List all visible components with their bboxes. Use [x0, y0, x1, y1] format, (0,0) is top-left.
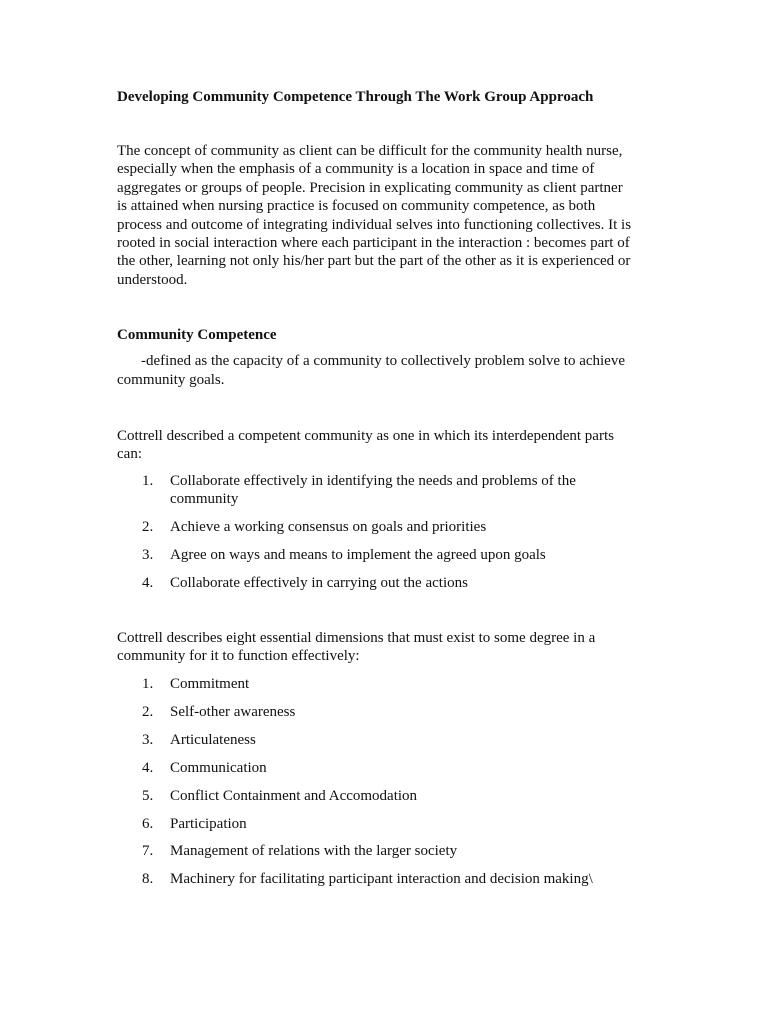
list-item-text — [170, 815, 677, 833]
list-item — [117, 703, 677, 721]
list-item-number: 2. — [142, 519, 154, 536]
paragraph-line: can: — [117, 446, 142, 463]
competent-community-list — [117, 472, 677, 592]
list-item-number: 4. — [142, 759, 154, 776]
intro-line: aggregates or groups of people. Precision in explicating community as client partner — [117, 179, 623, 196]
list-item-line: Agree on ways and means to implement the agreed upon goals — [170, 546, 546, 563]
list-item-text — [170, 759, 677, 777]
intro-line: especially when the emphasis of a community is a location in space and time of — [117, 161, 595, 178]
list-item-number: 3. — [142, 546, 154, 563]
list-item-line: Management of relations with the larger society — [170, 843, 458, 860]
paragraph-line: community for it to function effectively: — [117, 648, 360, 665]
intro-paragraph — [117, 142, 657, 289]
list-item-line: Participation — [170, 815, 247, 832]
intro-line: understood. — [117, 271, 188, 288]
list-item — [117, 574, 677, 592]
dimensions-list — [117, 675, 677, 889]
list-item — [117, 472, 677, 509]
list-item-number: 5. — [142, 787, 154, 804]
list-item — [117, 870, 677, 888]
definition-paragraph — [117, 352, 677, 390]
cottrell-dimensions-paragraph — [117, 629, 677, 666]
paragraph-line: Cottrell describes eight essential dimensions that must exist to some degree in a — [117, 630, 596, 646]
definition-line: -defined as the capacity of a community to collectively problem solve to achieve — [141, 353, 625, 369]
list-item — [117, 842, 677, 860]
intro-line: process and outcome of integrating individual selves into functioning collectives. It is — [117, 216, 632, 233]
definition-line: community goals. — [117, 372, 225, 388]
list-item-number: 8. — [142, 871, 154, 888]
list-item-number: 2. — [142, 703, 154, 720]
list-item-number: 7. — [142, 843, 154, 860]
list-item-line: Machinery for facilitating participant interaction and decision making\ — [170, 871, 593, 888]
list-item-number: 3. — [142, 731, 154, 748]
list-item — [117, 546, 677, 564]
list-item-number: 4. — [142, 574, 154, 591]
list-item-line: Achieve a working consensus on goals and priorities — [170, 519, 487, 536]
list-item-line: Self-other awareness — [170, 703, 296, 720]
list-item-text — [170, 574, 677, 592]
list-item-number: 1. — [142, 473, 154, 489]
list-item-text — [170, 787, 677, 805]
list-item-line: Commitment — [170, 676, 250, 692]
list-item-text — [170, 546, 677, 564]
list-item-line: community — [170, 491, 239, 508]
list-item-line: Collaborate effectively in carrying out the actions — [170, 574, 468, 591]
intro-line: The concept of community as client can be difficult for the community health nurse, — [117, 143, 623, 159]
list-item — [117, 731, 677, 749]
list-item-line: Articulateness — [170, 731, 256, 748]
section-heading: Community Competence — [117, 327, 277, 343]
document-title: Developing Community Competence Through The Work Group Approach — [117, 89, 594, 105]
intro-line: rooted in social interaction where each participant in the interaction : becomes part of — [117, 235, 630, 252]
cottrell-competent-paragraph — [117, 427, 677, 464]
list-item-number: 1. — [142, 676, 154, 692]
list-item-number: 6. — [142, 815, 154, 832]
list-item — [117, 759, 677, 777]
list-item-text — [170, 703, 677, 721]
list-item — [117, 518, 677, 536]
intro-line: is attained when nursing practice is focused on community competence, as both — [117, 198, 596, 215]
list-item-text — [170, 731, 677, 749]
list-item-line: Communication — [170, 759, 267, 776]
list-item — [117, 787, 677, 805]
list-item — [117, 675, 677, 693]
list-item-line: Collaborate effectively in identifying the needs and problems of the — [170, 473, 576, 489]
list-item-text — [170, 518, 677, 536]
list-item-text — [170, 472, 677, 509]
intro-line: the other, learning not only his/her part but the part of the other as it is experienced or — [117, 253, 631, 270]
list-item-line: Conflict Containment and Accomodation — [170, 787, 418, 804]
paragraph-line: Cottrell described a competent community as one in which its interdependent parts — [117, 428, 614, 444]
list-item — [117, 815, 677, 833]
list-item-text — [170, 870, 677, 888]
list-item-text — [170, 675, 677, 693]
list-item-text — [170, 842, 677, 860]
